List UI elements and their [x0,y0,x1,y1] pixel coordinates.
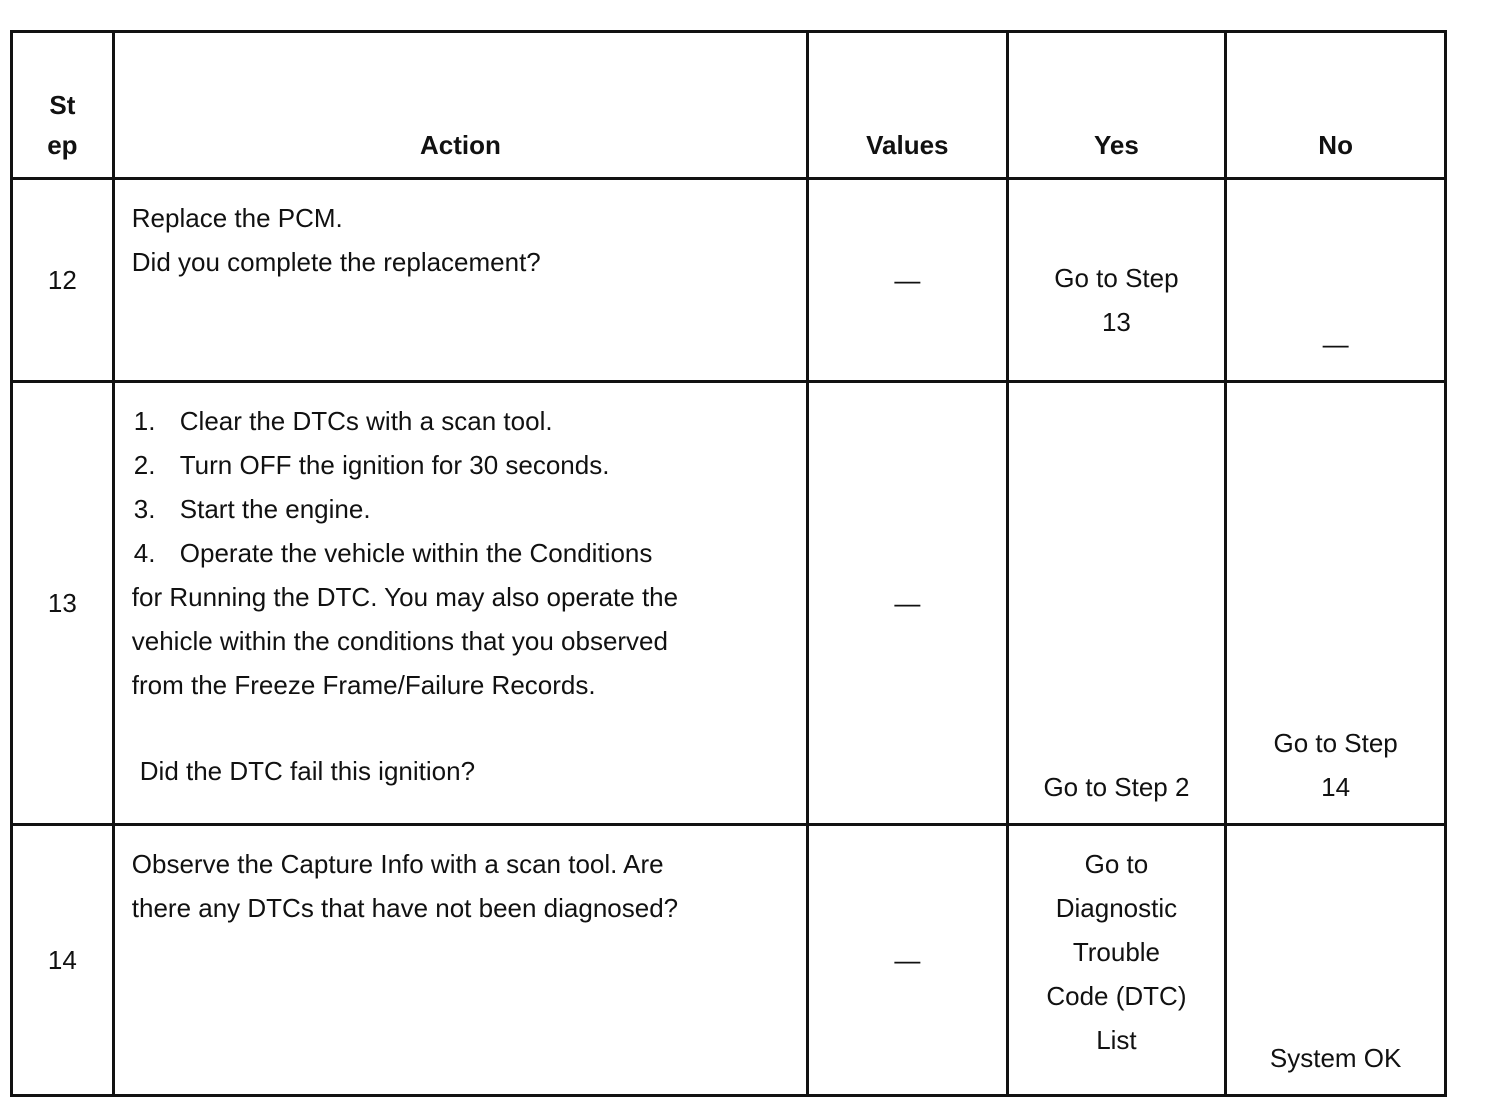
header-no: No [1226,32,1446,179]
no-line: Go to Step [1273,728,1398,758]
action-question: Did the DTC fail this ignition? [139,756,476,786]
header-action: Action [113,32,807,179]
action-continuation-line: from the Freeze Frame/Failure Records. [131,670,596,700]
action-cell [113,382,807,825]
yes-line: Diagnostic [1055,893,1178,923]
yes-cell [1007,179,1226,382]
header-values: Values [808,32,1008,179]
yes-cell [1007,825,1226,1096]
yes-line: List [1096,1025,1137,1055]
action-continuation-line: for Running the DTC. You may also operate the [131,582,679,612]
no-cell [1226,382,1446,825]
table-row-step-14 [12,825,1446,1096]
yes-line: Go to Step [1054,263,1179,293]
header-step-line2: ep [47,130,78,160]
values-cell: — [808,825,1008,1096]
yes-line: 13 [1101,307,1131,337]
item-number: 1. [133,406,156,436]
action-line: Observe the Capture Info with a scan tool. Are [131,849,664,879]
yes-line: Go to [1084,849,1149,879]
item-text: Start the engine. [179,494,371,524]
action-list-item [132,399,796,443]
step-number: 12 [12,179,114,382]
item-number: 4. [133,538,156,568]
action-line: Did you complete the replacement? [131,247,541,277]
values-cell: — [808,382,1008,825]
item-text: Clear the DTCs with a scan tool. [179,406,553,436]
table-row-step-13 [12,382,1446,825]
item-text: Operate the vehicle within the Conditions [179,538,653,568]
table-row-step-12 [12,179,1446,382]
header-yes: Yes [1007,32,1226,179]
action-cell [113,179,807,382]
table-header-row [12,32,1446,179]
yes-cell: Go to Step 2 [1007,382,1226,825]
action-list-item [132,443,796,487]
action-continuation-line: vehicle within the conditions that you observed [131,626,668,656]
step-number: 14 [12,825,114,1096]
action-line: there any DTCs that have not been diagnosed? [131,893,679,923]
header-step [12,32,114,179]
action-list-item [132,487,796,531]
action-line: Replace the PCM. [131,203,343,233]
action-list-item [132,531,796,575]
yes-line: Code (DTC) [1046,981,1187,1011]
item-number: 3. [133,494,156,524]
no-line: 14 [1321,772,1351,802]
step-number: 13 [12,382,114,825]
item-text: Turn OFF the ignition for 30 seconds. [179,450,610,480]
item-number: 2. [133,450,156,480]
no-cell: System OK [1226,825,1446,1096]
blank-spacer [132,707,796,749]
diagnostic-table [10,30,1447,1097]
yes-line: Trouble [1072,937,1161,967]
header-step-line1: St [49,90,76,120]
no-cell: — [1226,179,1446,382]
values-cell: — [808,179,1008,382]
action-cell [113,825,807,1096]
